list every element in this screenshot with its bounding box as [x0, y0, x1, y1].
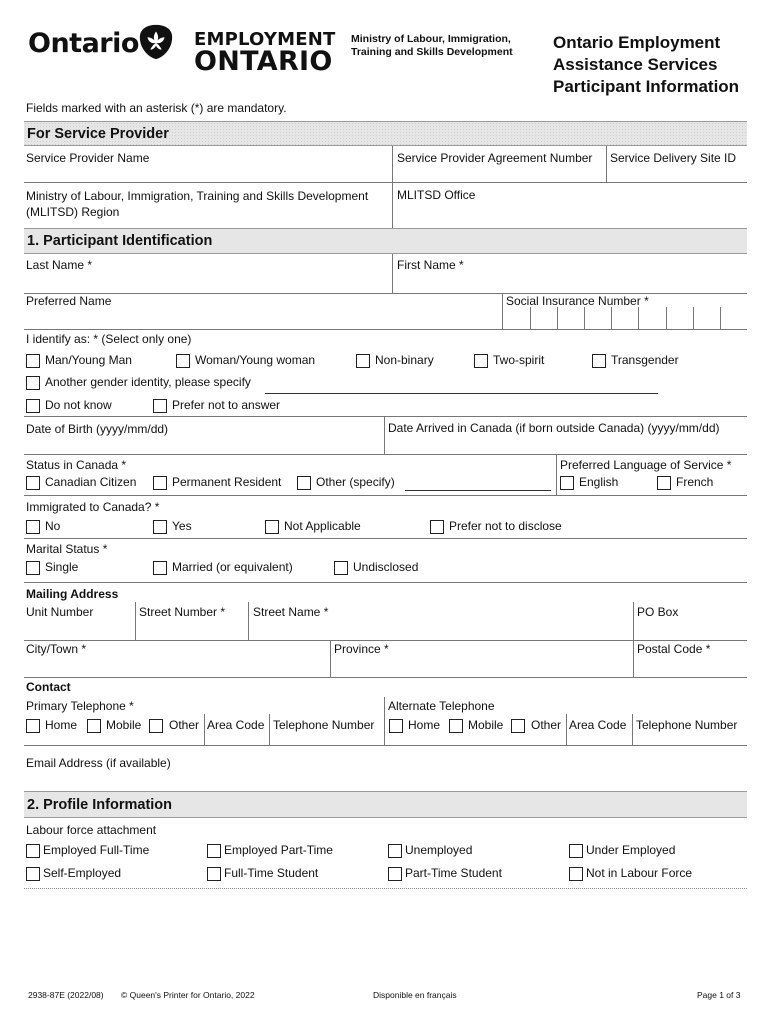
gender-specify-input[interactable]	[265, 393, 658, 394]
gender-another-label: Another gender identity, please specify	[45, 375, 251, 389]
status-pr-checkbox[interactable]	[153, 476, 167, 490]
contact-heading: Contact	[26, 680, 71, 694]
page-number: Page 1 of 3	[697, 990, 741, 1000]
alternate-telephone-label: Alternate Telephone	[388, 699, 495, 713]
immigrated-yes-label: Yes	[172, 519, 192, 533]
gender-woman-label: Woman/Young woman	[195, 353, 316, 367]
status-other-specify-input[interactable]	[405, 490, 551, 491]
copyright: © Queen's Printer for Ontario, 2022	[121, 990, 255, 1000]
employed-part-time-label: Employed Part-Time	[224, 843, 333, 857]
marital-single-checkbox[interactable]	[26, 561, 40, 575]
primary-mobile-label: Mobile	[106, 718, 142, 732]
not-in-labour-force-label: Not in Labour Force	[586, 866, 693, 880]
ministry-name	[351, 33, 541, 59]
agreement-number-label: Service Provider Agreement Number	[397, 151, 593, 165]
primary-area-code-label: Area Code	[207, 718, 265, 732]
date-arrived-label: Date Arrived in Canada (if born outside Canada) (yyyy/mm/dd)	[388, 421, 720, 435]
immigrated-na-checkbox[interactable]	[265, 520, 279, 534]
language-french-checkbox[interactable]	[657, 476, 671, 490]
ministry-line2: Training and Skills Development	[351, 46, 513, 58]
email-label: Email Address (if available)	[26, 756, 171, 770]
marital-undisclosed-checkbox[interactable]	[334, 561, 348, 575]
postal-code-label: Postal Code *	[637, 642, 711, 656]
city-label: City/Town *	[26, 642, 87, 656]
section-profile-information: 2. Profile Information	[24, 791, 747, 818]
alternate-mobile-label: Mobile	[468, 718, 504, 732]
preferred-language-label: Preferred Language of Service *	[560, 458, 732, 472]
status-in-canada-label: Status in Canada *	[26, 458, 127, 472]
immigrated-prefer-not-checkbox[interactable]	[430, 520, 444, 534]
alternate-home-checkbox[interactable]	[389, 719, 403, 733]
language-french-label: French	[676, 475, 714, 489]
title-line2: Assistance Services	[553, 55, 718, 74]
gender-transgender-checkbox[interactable]	[592, 354, 606, 368]
unit-number-label: Unit Number	[26, 605, 94, 619]
eo-line2: ONTARIO	[194, 46, 333, 77]
immigrated-no-checkbox[interactable]	[26, 520, 40, 534]
not-in-labour-force-checkbox[interactable]	[569, 867, 583, 881]
primary-telephone-number-label: Telephone Number	[273, 718, 375, 732]
last-name-label: Last Name *	[26, 258, 93, 272]
self-employed-label: Self-Employed	[43, 866, 122, 880]
full-time-student-checkbox[interactable]	[207, 867, 221, 881]
gender-twospirit-checkbox[interactable]	[474, 354, 488, 368]
self-employed-checkbox[interactable]	[26, 867, 40, 881]
title-line3: Participant Information	[553, 77, 740, 96]
ministry-line1: Ministry of Labour, Immigration,	[351, 33, 511, 45]
language-english-label: English	[579, 475, 619, 489]
employment-ontario-logo	[194, 31, 335, 75]
primary-other-checkbox[interactable]	[149, 719, 163, 733]
primary-home-checkbox[interactable]	[26, 719, 40, 733]
service-provider-name-label: Service Provider Name	[26, 151, 150, 165]
primary-mobile-checkbox[interactable]	[87, 719, 101, 733]
unemployed-label: Unemployed	[405, 843, 473, 857]
gender-nonbinary-checkbox[interactable]	[356, 354, 370, 368]
gender-nonbinary-label: Non-binary	[375, 353, 434, 367]
immigrated-no-label: No	[45, 519, 61, 533]
immigrated-na-label: Not Applicable	[284, 519, 361, 533]
status-citizen-checkbox[interactable]	[26, 476, 40, 490]
status-citizen-label: Canadian Citizen	[45, 475, 137, 489]
mailing-address-heading: Mailing Address	[26, 587, 119, 601]
status-pr-label: Permanent Resident	[172, 475, 282, 489]
street-name-label: Street Name *	[253, 605, 329, 619]
do-not-know-checkbox[interactable]	[26, 399, 40, 413]
mlitsd-office-label: MLITSD Office	[397, 188, 476, 202]
language-english-checkbox[interactable]	[560, 476, 574, 490]
region-line1: Ministry of Labour, Immigration, Training and Skills Development	[26, 189, 369, 203]
status-other-label: Other (specify)	[316, 475, 395, 489]
status-other-checkbox[interactable]	[297, 476, 311, 490]
prefer-not-answer-checkbox[interactable]	[153, 399, 167, 413]
gender-man-checkbox[interactable]	[26, 354, 40, 368]
prefer-not-answer-label: Prefer not to answer	[172, 398, 281, 412]
immigrated-yes-checkbox[interactable]	[153, 520, 167, 534]
marital-single-label: Single	[45, 560, 79, 574]
mlitsd-region-label	[26, 188, 368, 220]
ontario-logo-text: Ontario	[28, 28, 139, 59]
french-version-link[interactable]: Disponible en français	[373, 990, 457, 1000]
primary-other-label: Other	[169, 718, 200, 732]
alternate-mobile-checkbox[interactable]	[449, 719, 463, 733]
document-title	[553, 32, 763, 98]
site-id-label: Service Delivery Site ID	[610, 151, 737, 165]
part-time-student-checkbox[interactable]	[388, 867, 402, 881]
gender-another-checkbox[interactable]	[26, 376, 40, 390]
mandatory-note: Fields marked with an asterisk (*) are mandatory.	[26, 101, 287, 115]
preferred-name-label: Preferred Name	[26, 294, 112, 308]
identify-as-label: I identify as: * (Select only one)	[26, 332, 192, 346]
trillium-logo-icon	[137, 23, 175, 61]
employed-full-time-label: Employed Full-Time	[43, 843, 150, 857]
dob-label: Date of Birth (yyyy/mm/dd)	[26, 422, 169, 436]
under-employed-checkbox[interactable]	[569, 844, 583, 858]
part-time-student-label: Part-Time Student	[405, 866, 502, 880]
labour-force-label: Labour force attachment	[26, 823, 157, 837]
unemployed-checkbox[interactable]	[388, 844, 402, 858]
section-participant-identification: 1. Participant Identification	[24, 228, 747, 254]
form-number: 2938-87E (2022/08)	[28, 990, 104, 1000]
first-name-label: First Name *	[397, 258, 464, 272]
province-label: Province *	[334, 642, 389, 656]
gender-transgender-label: Transgender	[611, 353, 679, 367]
employed-full-time-checkbox[interactable]	[26, 844, 40, 858]
primary-home-label: Home	[45, 718, 78, 732]
gender-twospirit-label: Two-spirit	[493, 353, 545, 367]
section-service-provider: For Service Provider	[24, 121, 747, 146]
do-not-know-label: Do not know	[45, 398, 112, 412]
immigrated-prefer-not-label: Prefer not to disclose	[449, 519, 562, 533]
title-line1: Ontario Employment	[553, 33, 721, 52]
employed-part-time-checkbox[interactable]	[207, 844, 221, 858]
marital-married-checkbox[interactable]	[153, 561, 167, 575]
alternate-home-label: Home	[408, 718, 441, 732]
region-line2: (MLITSD) Region	[26, 205, 120, 219]
full-time-student-label: Full-Time Student	[224, 866, 319, 880]
under-employed-label: Under Employed	[586, 843, 676, 857]
immigrated-label: Immigrated to Canada? *	[26, 500, 160, 514]
po-box-label: PO Box	[637, 605, 679, 619]
eo-line1: EMPLOYMENT	[194, 29, 336, 50]
gender-woman-checkbox[interactable]	[176, 354, 190, 368]
primary-telephone-label: Primary Telephone *	[26, 699, 134, 713]
street-number-label: Street Number *	[139, 605, 226, 619]
alternate-telephone-number-label: Telephone Number	[636, 718, 738, 732]
gender-man-label: Man/Young Man	[45, 353, 132, 367]
marital-married-label: Married (or equivalent)	[172, 560, 293, 574]
alternate-other-label: Other	[531, 718, 562, 732]
alternate-area-code-label: Area Code	[569, 718, 627, 732]
marital-status-label: Marital Status *	[26, 542, 108, 556]
sin-label: Social Insurance Number *	[506, 294, 649, 308]
marital-undisclosed-label: Undisclosed	[353, 560, 419, 574]
alternate-other-checkbox[interactable]	[511, 719, 525, 733]
